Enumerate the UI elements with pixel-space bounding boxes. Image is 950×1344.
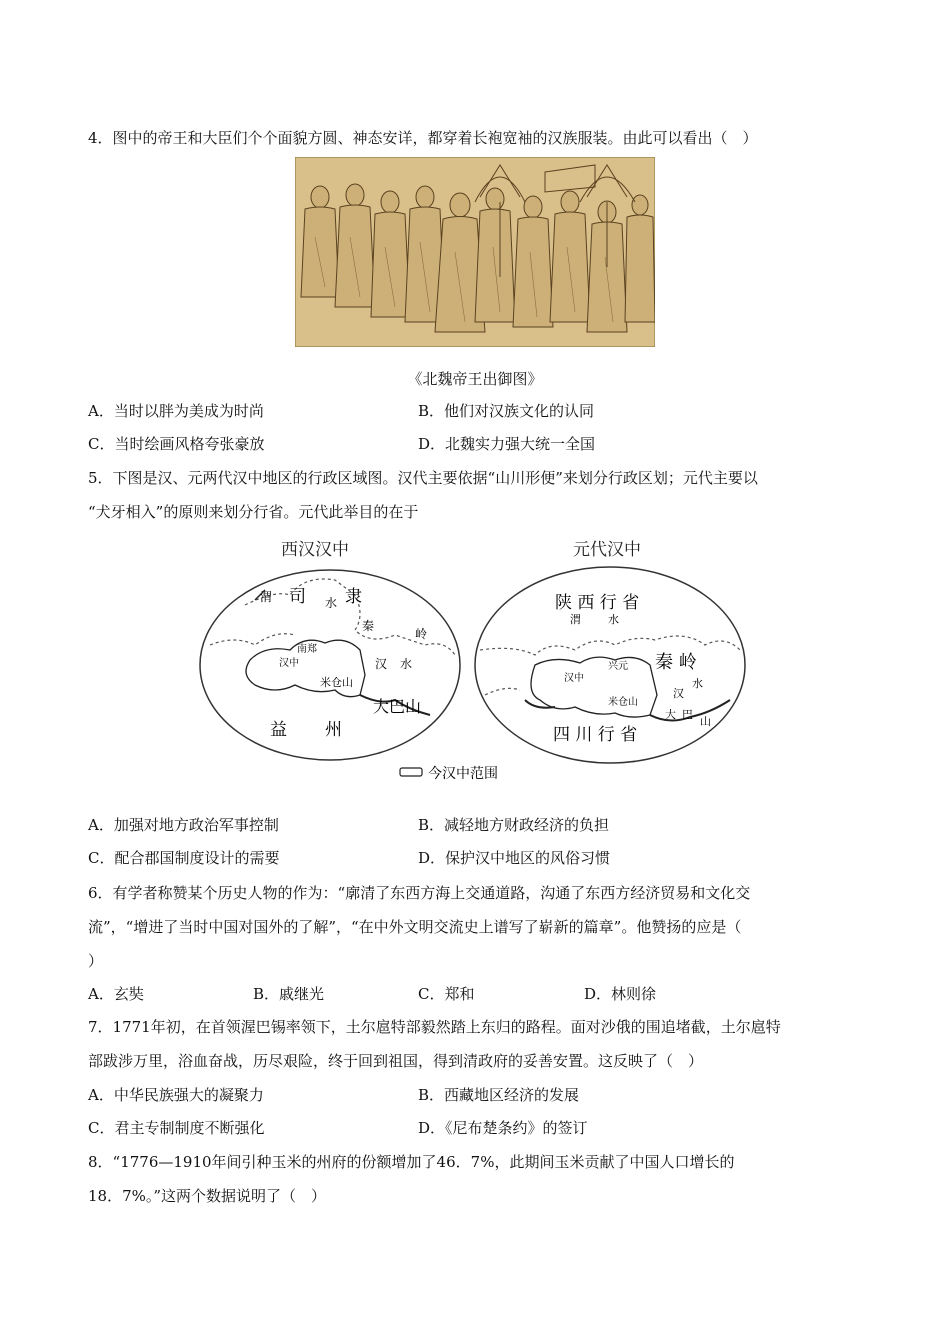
left-map-title: 西汉汉中 (281, 540, 349, 560)
left-label-zhou: 州 (325, 720, 342, 740)
left-label-wei: 渭 (260, 590, 273, 604)
left-label-qin: 秦 (362, 619, 375, 633)
q8-stem-line1: 8．“1776—1910年间引种玉米的州府的份额增加了46．7%，此期间玉米贡献了中国人口增长的 (88, 1153, 735, 1171)
q6-stem-line3: ） (88, 952, 104, 970)
left-label-micangshan: 米仓山 (320, 676, 353, 689)
q4-option-b[interactable]: B．他们对汉族文化的认同 (418, 402, 595, 420)
right-label-ba: 巴 (682, 708, 693, 721)
legend-symbol (400, 768, 422, 776)
q7-option-d[interactable]: D．《尼布楚条约》的签订 (418, 1119, 588, 1137)
q4-figure-caption: 《北魏帝王出御图》 (407, 370, 543, 388)
right-label-micangshan: 米仓山 (608, 697, 638, 708)
procession-painting-image (295, 157, 655, 347)
q7-option-a[interactable]: A．中华民族强大的凝聚力 (88, 1086, 264, 1104)
left-label-shui2: 水 (400, 657, 413, 671)
q4-stem: 4．图中的帝王和大臣们个个面貌方圆、神态安详，都穿着长袍宽袖的汉族服装。由此可以看出（ ） (88, 129, 758, 147)
right-label-wei: 渭 (570, 613, 581, 626)
left-label-han: 汉 (375, 657, 388, 671)
right-label-province-top: 陕 西 行 省 (555, 593, 640, 613)
right-label-shui2: 水 (692, 677, 703, 690)
q4-option-c[interactable]: C．当时绘画风格夸张豪放 (88, 435, 265, 453)
left-label-si: 司 (289, 587, 306, 607)
left-label-li: 隶 (345, 587, 362, 607)
q7-stem-line1: 7．1771年初，在首领渥巴锡率领下，土尔扈特部毅然踏上东归的路程。面对沙俄的围追堵截，土尔扈特 (88, 1018, 781, 1036)
right-label-shui: 水 (608, 613, 619, 626)
q4-option-a[interactable]: A．当时以胖为美成为时尚 (88, 402, 264, 420)
q7-option-b[interactable]: B．西藏地区经济的发展 (418, 1086, 580, 1104)
right-label-da: 大 (665, 708, 676, 721)
q5-option-b[interactable]: B．减轻地方财政经济的负担 (418, 816, 610, 834)
left-label-nanzheng: 南郑 (297, 644, 317, 655)
q5-option-c[interactable]: C．配合郡国制度设计的需要 (88, 849, 280, 867)
q5-option-a[interactable]: A．加强对地方政治军事控制 (88, 816, 279, 834)
q6-option-c[interactable]: C．郑和 (418, 985, 475, 1003)
q6-stem-line1: 6．有学者称赞某个历史人物的作为：“廓清了东西方海上交通道路，沟通了东西方经济贸易和文化交 (88, 884, 751, 902)
map-legend-label: 今汉中范围 (428, 766, 498, 782)
q4-option-d[interactable]: D．北魏实力强大统一全国 (418, 435, 596, 453)
right-label-xingyuan: 兴元 (608, 661, 628, 672)
left-label-dabashan: 大巴山 (373, 697, 422, 716)
right-label-shan: 山 (700, 715, 711, 728)
q7-stem-line2: 部跋涉万里，浴血奋战，历尽艰险，终于回到祖国，得到清政府的妥善安置。这反映了（ ） (88, 1052, 704, 1070)
q6-option-a[interactable]: A．玄奘 (88, 985, 144, 1003)
right-label-han: 汉 (673, 687, 684, 700)
left-label-yi: 益 (270, 720, 287, 740)
q5-stem-line1: 5．下图是汉、元两代汉中地区的行政区域图。汉代主要依据“山川形便”来划分行政区划；元代主要以 (88, 469, 758, 487)
q6-option-b[interactable]: B．戚继光 (253, 985, 325, 1003)
hanzhong-maps (195, 535, 755, 790)
left-label-hanzhong: 汉中 (279, 658, 299, 669)
q5-option-d[interactable]: D．保护汉中地区的风俗习惯 (418, 849, 611, 867)
right-map-title: 元代汉中 (573, 540, 641, 560)
procession-painting (295, 157, 655, 347)
right-label-hanzhong: 汉中 (564, 673, 584, 684)
left-label-ling: 岭 (415, 627, 428, 641)
q6-option-d[interactable]: D．林则徐 (584, 985, 657, 1003)
left-label-shui: 水 (325, 596, 338, 610)
q5-stem-line2: “犬牙相入”的原则来划分行省。元代此举目的在于 (88, 503, 419, 521)
right-label-qinling: 秦 岭 (655, 652, 697, 673)
q8-stem-line2: 18．7%。”这两个数据说明了（ ） (88, 1187, 327, 1205)
q7-option-c[interactable]: C．君主专制制度不断强化 (88, 1119, 265, 1137)
right-label-province-bottom: 四 川 行 省 (553, 725, 638, 745)
q6-stem-line2: 流”，“增进了当时中国对国外的了解”，“在中外文明交流史上谱写了崭新的篇章”。他赞扬的应是（ (88, 918, 742, 936)
hanzhong-maps-svg (195, 535, 755, 790)
